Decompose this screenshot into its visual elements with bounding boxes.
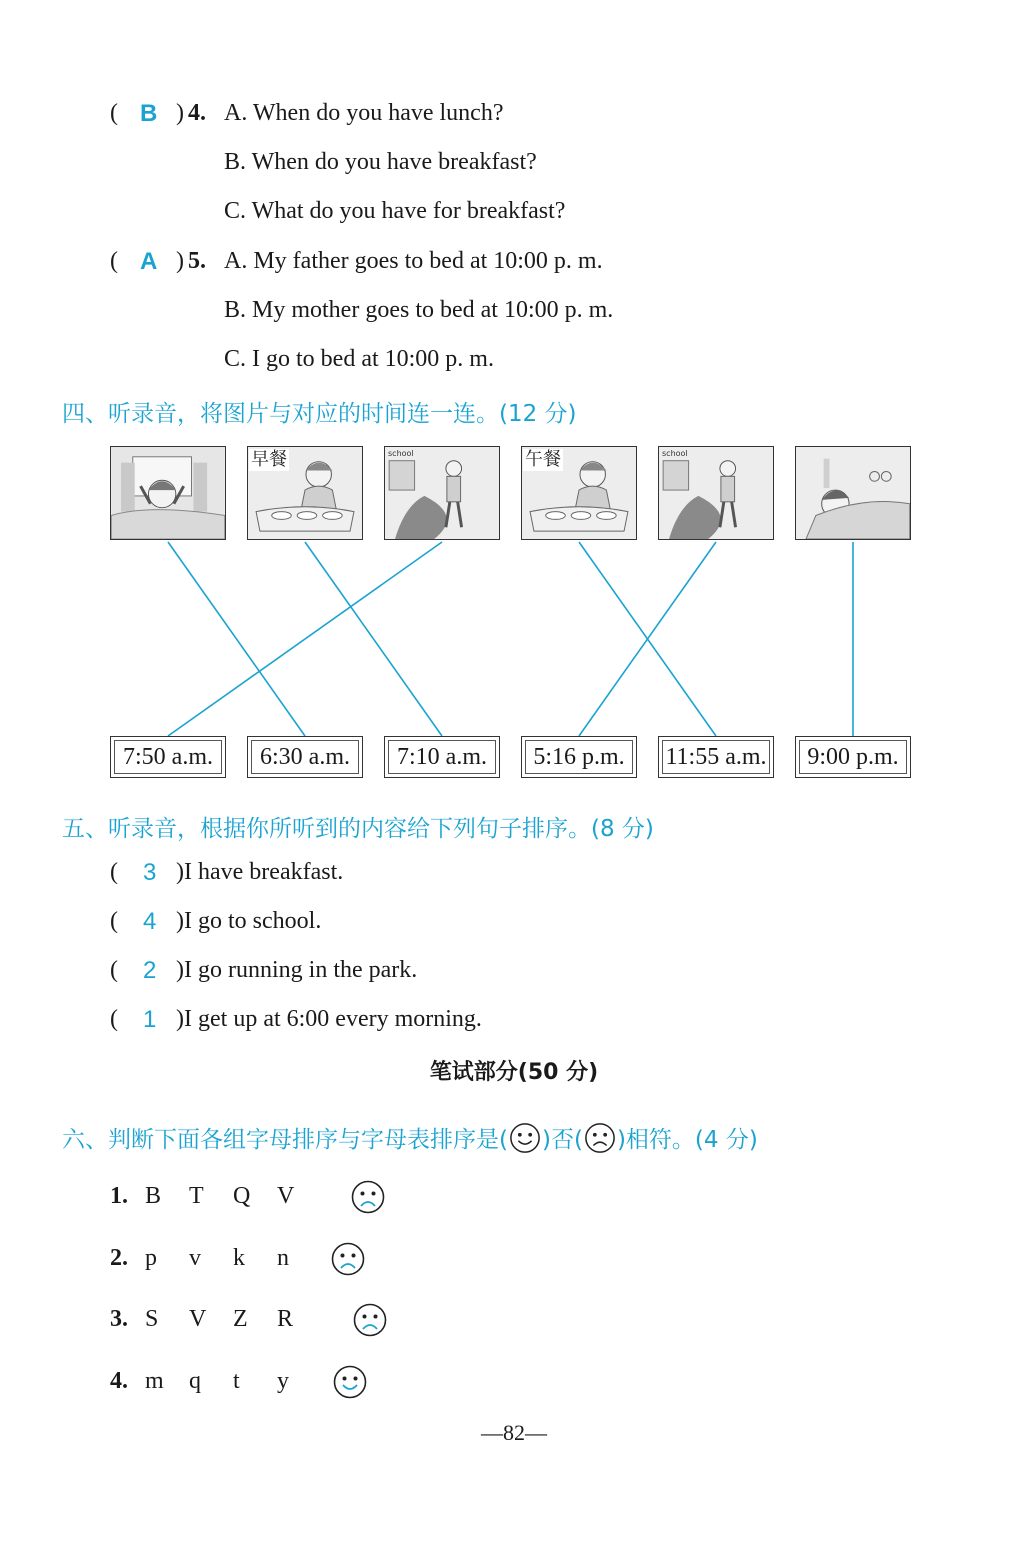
- sad-face-icon: [584, 1122, 616, 1154]
- time-box: [110, 736, 226, 778]
- letter-sequence: B T Q V: [145, 1183, 295, 1209]
- paren-close: ): [176, 248, 184, 274]
- section-4-title: 四、听录音，将图片与对应的时间连一连。(12 分): [62, 401, 577, 427]
- letter-sequence: p v k n: [145, 1245, 289, 1271]
- time-box: [658, 736, 774, 778]
- letter-sequence: S V Z R: [145, 1306, 294, 1332]
- smile-face-icon: [333, 1365, 367, 1399]
- picture-label-breakfast: 早餐: [251, 449, 287, 470]
- item-number: 1.: [110, 1183, 128, 1209]
- list-item: (: [110, 859, 118, 885]
- sad-face-icon: [351, 1180, 385, 1214]
- list-item: (: [110, 957, 118, 983]
- answer-4: B: [140, 100, 158, 127]
- time-text: 6:30 a.m.: [260, 744, 350, 770]
- match-line: [305, 542, 442, 736]
- time-box: [384, 736, 500, 778]
- order-answer: 4: [143, 908, 157, 935]
- list-item-text: )I go running in the park.: [176, 957, 418, 983]
- time-text: 11:55 a.m.: [665, 744, 767, 770]
- order-answer: 3: [143, 859, 157, 886]
- paren-open: (: [110, 100, 118, 126]
- question-number: 5.: [188, 248, 206, 274]
- item-number: 2.: [110, 1245, 128, 1271]
- time-box: [247, 736, 363, 778]
- picture-label-school: school: [662, 449, 688, 458]
- paren-close: ): [176, 100, 184, 126]
- list-item-text: )I go to school.: [176, 908, 322, 934]
- section-6-title-part: )否(: [541, 1127, 583, 1153]
- sad-face-icon: [353, 1303, 387, 1337]
- section-6-title-part: )相符。(4 分): [616, 1127, 758, 1153]
- option-a: A. When do you have lunch?: [224, 100, 504, 126]
- question-number: 4.: [188, 100, 206, 126]
- paren-open: (: [110, 248, 118, 274]
- time-text: 9:00 p.m.: [807, 744, 899, 770]
- smile-face-icon: [509, 1122, 541, 1154]
- time-box: [795, 736, 911, 778]
- list-item: (: [110, 1006, 118, 1032]
- section-6-title: [62, 1121, 758, 1154]
- picture-label-school: school: [388, 449, 414, 458]
- option-a: A. My father goes to bed at 10:00 p. m.: [224, 248, 603, 274]
- option-b: B. When do you have breakfast?: [224, 149, 537, 175]
- time-box: [521, 736, 637, 778]
- picture-label-lunch: 午餐: [525, 449, 561, 470]
- item-number: 3.: [110, 1306, 128, 1332]
- match-line: [168, 542, 442, 736]
- list-item-text: )I have breakfast.: [176, 859, 344, 885]
- order-answer: 2: [143, 957, 157, 984]
- time-text: 7:50 a.m.: [123, 744, 213, 770]
- section-6-title-part: 六、判断下面各组字母排序与字母表排序是(: [62, 1127, 508, 1153]
- time-text: 7:10 a.m.: [397, 744, 487, 770]
- option-c: C. I go to bed at 10:00 p. m.: [224, 346, 494, 372]
- option-b: B. My mother goes to bed at 10:00 p. m.: [224, 297, 614, 323]
- sad-face-icon: [331, 1242, 365, 1276]
- letter-sequence: m q t y: [145, 1368, 289, 1394]
- answer-5: A: [140, 248, 158, 275]
- list-item-text: )I get up at 6:00 every morning.: [176, 1006, 482, 1032]
- item-number: 4.: [110, 1368, 128, 1394]
- option-c: C. What do you have for breakfast?: [224, 198, 566, 224]
- order-answer: 1: [143, 1006, 157, 1033]
- written-part-title: 笔试部分(50 分): [429, 1060, 599, 1085]
- match-line: [168, 542, 305, 736]
- section-5-title: 五、听录音，根据你所听到的内容给下列句子排序。(8 分): [62, 816, 654, 842]
- time-text: 5:16 p.m.: [533, 744, 625, 770]
- page-number: —82—: [481, 1420, 547, 1445]
- list-item: (: [110, 908, 118, 934]
